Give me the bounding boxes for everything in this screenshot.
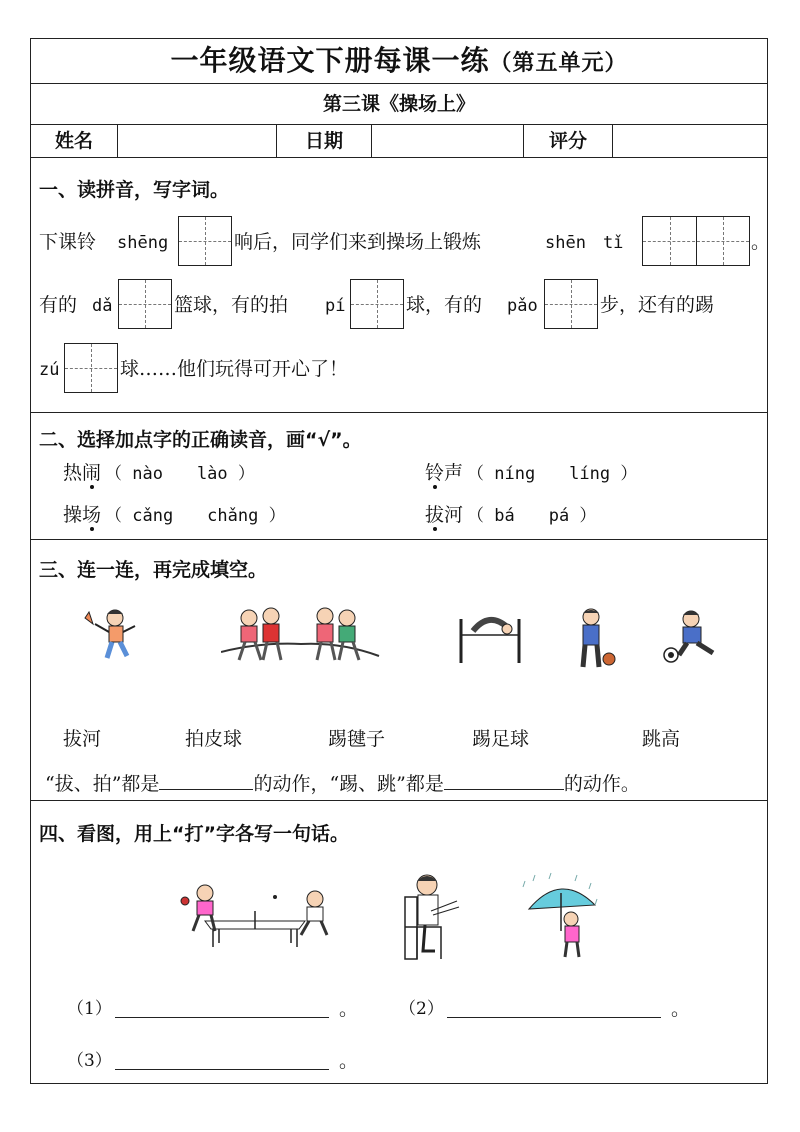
s1-line1-end: 。 xyxy=(751,231,771,253)
sentence-end-2: 。 xyxy=(671,998,691,1020)
pinyin-pao: pǎo xyxy=(507,296,538,316)
s1-line2-text-b: 篮球，有的拍 xyxy=(174,294,289,316)
score-label: 评分 xyxy=(548,130,587,152)
date-label: 日期 xyxy=(304,130,343,152)
word-1[interactable]: 拍皮球 xyxy=(185,728,243,750)
s1-line3-text: 球……他们玩得可开心了！ xyxy=(120,358,349,380)
writing-box[interactable] xyxy=(544,279,598,329)
divider xyxy=(31,157,767,158)
blank-1[interactable] xyxy=(159,769,253,790)
section2-title: 二、选择加点字的正确读音，画“√”。 xyxy=(39,429,362,451)
sentence-end-1: 。 xyxy=(339,998,359,1020)
blank-2[interactable] xyxy=(444,769,564,790)
writing-box[interactable] xyxy=(118,279,172,329)
s1-line2-text-a: 有的 xyxy=(39,294,78,316)
high-jump-illustration xyxy=(455,609,525,665)
umbrella-girl-illustration xyxy=(521,871,601,961)
word-caochang: 操场 xyxy=(63,504,102,526)
pinyin-shenti: shēn tǐ xyxy=(545,233,624,253)
name-label: 姓名 xyxy=(54,130,93,152)
fill-sentence: “拔、拍”都是 的动作，“踢、跳”都是 的动作。 xyxy=(45,769,640,796)
knitting-woman-illustration xyxy=(401,871,463,961)
score-field[interactable] xyxy=(613,125,767,157)
ping-pong-illustration xyxy=(175,881,335,951)
pinyin-pi: pí xyxy=(325,296,346,316)
sentence-number-1: （1） xyxy=(67,999,112,1019)
date-field[interactable] xyxy=(372,125,523,157)
sentence-line-2[interactable] xyxy=(447,997,661,1018)
s1-line2-text-d: 步，还有的踢 xyxy=(600,294,715,316)
title-unit: （第五单元） xyxy=(489,51,628,76)
options-renao[interactable]: （ nào lào ） xyxy=(105,464,255,484)
tug-of-war-illustration xyxy=(221,604,381,666)
section3-title: 三、连一连，再完成填空。 xyxy=(39,559,268,581)
jianzi-kid-illustration xyxy=(81,604,143,664)
s1-line1-text-b: 响后，同学们来到操场上锻炼 xyxy=(234,231,482,253)
sentence-number-3: （3） xyxy=(67,1051,112,1071)
sentence-line-1[interactable] xyxy=(115,997,329,1018)
options-lingsheng[interactable]: （ níng líng ） xyxy=(467,464,638,484)
word-2[interactable]: 踢毽子 xyxy=(328,728,386,750)
word-4[interactable]: 跳高 xyxy=(642,728,681,750)
divider xyxy=(31,800,767,801)
word-0[interactable]: 拔河 xyxy=(63,728,102,750)
section1-title: 一、读拼音，写字词。 xyxy=(39,179,230,201)
sentence-end-3: 。 xyxy=(339,1050,359,1072)
writing-box-double[interactable] xyxy=(642,216,750,266)
writing-box[interactable] xyxy=(350,279,404,329)
word-bahe: 拔河 xyxy=(425,504,464,526)
word-renao: 热闹 xyxy=(63,462,102,484)
options-bahe[interactable]: （ bá pá ） xyxy=(467,506,597,526)
name-field[interactable] xyxy=(118,125,276,157)
options-caochang[interactable]: （ cǎng chǎng ） xyxy=(105,506,286,526)
pinyin-sheng: shēng xyxy=(117,233,169,253)
sentence-number-2: （2） xyxy=(399,999,444,1019)
word-3[interactable]: 踢足球 xyxy=(472,728,530,750)
info-row xyxy=(31,125,767,157)
pinyin-zu: zú xyxy=(39,360,60,380)
word-lingsheng: 铃声 xyxy=(425,462,464,484)
writing-box[interactable] xyxy=(178,216,232,266)
lesson-title: 第三课《操场上》 xyxy=(322,93,475,115)
sentence-line-3[interactable] xyxy=(115,1049,329,1070)
worksheet-title xyxy=(31,39,767,83)
writing-box[interactable] xyxy=(64,343,118,393)
worksheet-page xyxy=(30,38,771,1084)
title-main: 一年级语文下册每课一练 xyxy=(170,44,490,77)
soccer-kid-illustration xyxy=(661,607,723,667)
s1-line2-text-c: 球，有的 xyxy=(406,294,483,316)
divider xyxy=(31,539,767,540)
s1-line1-text-a: 下课铃 xyxy=(39,231,97,253)
pinyin-da: dǎ xyxy=(92,296,113,316)
divider xyxy=(31,412,767,413)
bounce-ball-illustration xyxy=(573,607,621,671)
section4-title: 四、看图，用上“打”字各写一句话。 xyxy=(39,823,349,845)
